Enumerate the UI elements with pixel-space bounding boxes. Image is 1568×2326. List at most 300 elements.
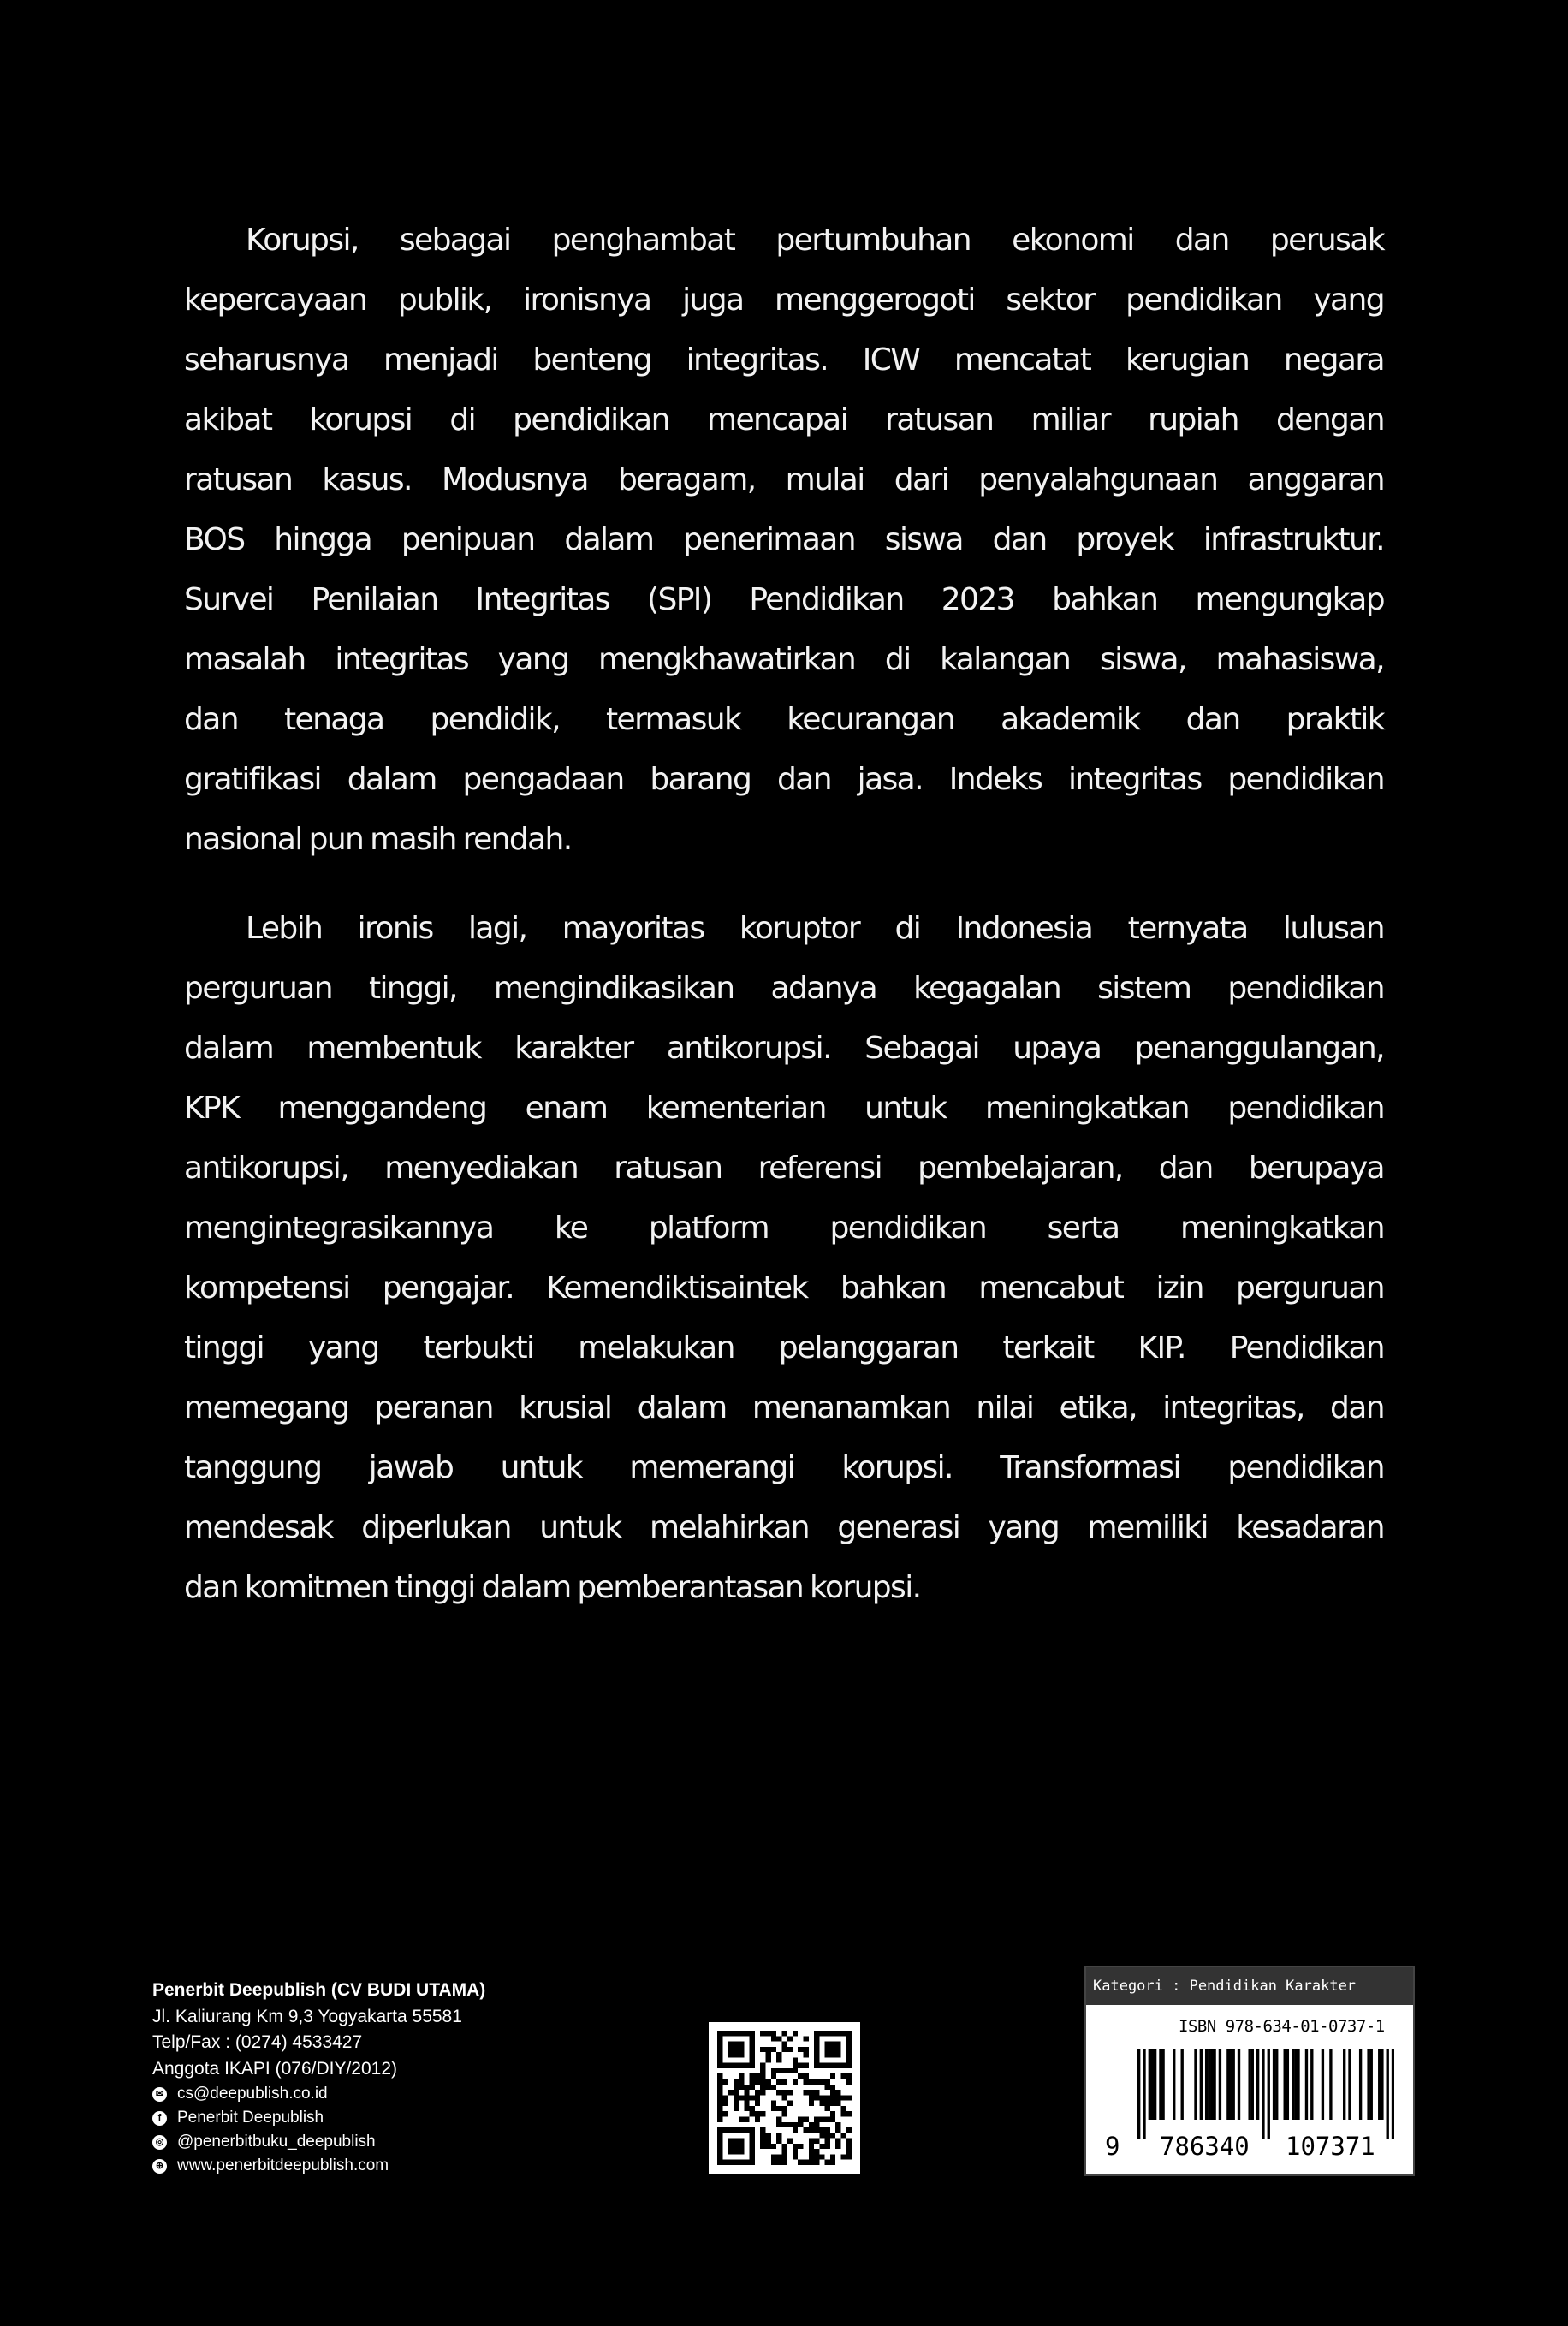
text-line: KPK menggandeng enam kementerian untuk meningkatkan pendidikan	[184, 1091, 1384, 1126]
barcode-bar	[1143, 2049, 1145, 2139]
qr-module	[781, 2090, 787, 2095]
qr-module	[766, 2079, 771, 2085]
qr-module	[722, 2031, 728, 2036]
text-line: dan komitmen tinggi dalam pemberantasan korupsi.	[184, 1570, 921, 1605]
qr-module	[717, 2090, 722, 2095]
qr-module	[825, 2106, 830, 2111]
qr-module	[793, 2154, 798, 2159]
barcode-bar	[1329, 2049, 1332, 2120]
qr-module	[798, 2160, 803, 2165]
qr-module	[717, 2047, 722, 2052]
publisher-name: Penerbit Deepublish (CV BUDI UTAMA)	[152, 1980, 486, 2000]
contact-item[interactable]	[152, 2082, 485, 2106]
barcode-bar	[1268, 2049, 1270, 2139]
back-cover-blurb	[184, 211, 1384, 1647]
qr-module	[722, 2063, 728, 2068]
qr-module	[781, 2122, 787, 2127]
qr-module	[728, 2090, 734, 2095]
qr-module	[766, 2047, 771, 2052]
qr-module	[739, 2042, 744, 2047]
qr-module	[739, 2116, 744, 2121]
qr-module	[840, 2095, 846, 2100]
qr-module	[846, 2154, 852, 2159]
qr-module	[734, 2095, 739, 2100]
qr-module	[717, 2057, 722, 2062]
text-line: nasional pun masih rendah.	[184, 822, 572, 857]
qr-module	[750, 2031, 755, 2036]
qr-module	[750, 2149, 755, 2154]
qr-module	[793, 2063, 798, 2068]
qr-module	[750, 2144, 755, 2149]
qr-module	[717, 2133, 722, 2138]
qr-module	[819, 2133, 824, 2138]
qr-module	[835, 2127, 840, 2133]
qr-module	[793, 2149, 798, 2154]
qr-module	[739, 2095, 744, 2100]
qr-module	[809, 2139, 814, 2144]
qr-module	[734, 2101, 739, 2106]
contact-item[interactable]	[152, 2130, 485, 2154]
qr-module	[787, 2139, 793, 2144]
qr-module	[717, 2144, 722, 2149]
qr-module	[744, 2127, 749, 2133]
qr-module	[781, 2031, 787, 2036]
qr-module	[771, 2160, 776, 2165]
qr-module	[750, 2095, 755, 2100]
contact-item[interactable]	[152, 2106, 485, 2130]
barcode-bar	[1173, 2049, 1175, 2120]
text-line: dalam membentuk karakter antikorupsi. Sebagai upaya penanggulangan,	[184, 1031, 1384, 1066]
qr-module	[755, 2090, 760, 2095]
qr-code-pattern	[717, 2031, 852, 2165]
contact-item[interactable]	[152, 2154, 485, 2178]
barcode-bar	[1294, 2049, 1297, 2120]
qr-module	[825, 2042, 830, 2047]
qr-module	[744, 2106, 749, 2111]
qr-module	[717, 2101, 722, 2106]
qr-module	[819, 2127, 824, 2133]
qr-module	[734, 2031, 739, 2036]
qr-module	[835, 2095, 840, 2100]
barcode-bar	[1229, 2049, 1232, 2120]
qr-module	[830, 2090, 835, 2095]
qr-module	[798, 2073, 803, 2079]
qr-module	[744, 2095, 749, 2100]
qr-module	[809, 2149, 814, 2154]
qr-module	[846, 2047, 852, 2052]
qr-module	[734, 2090, 739, 2095]
qr-module	[750, 2079, 755, 2085]
qr-module	[825, 2144, 830, 2149]
qr-module	[787, 2090, 793, 2095]
qr-module	[744, 2160, 749, 2165]
qr-module	[728, 2160, 734, 2165]
qr-module	[734, 2063, 739, 2068]
qr-module	[717, 2149, 722, 2154]
qr-module	[803, 2116, 808, 2121]
qr-module	[825, 2063, 830, 2068]
qr-module	[787, 2047, 793, 2052]
barcode-bar	[1219, 2049, 1221, 2120]
qr-module	[809, 2127, 814, 2133]
qr-module	[755, 2111, 760, 2116]
qr-module	[809, 2101, 814, 2106]
qr-module	[825, 2052, 830, 2057]
publisher-membership: Anggota IKAPI (076/DIY/2012)	[152, 2058, 398, 2079]
qr-module	[734, 2052, 739, 2057]
qr-module	[781, 2047, 787, 2052]
qr-module	[717, 2031, 722, 2036]
qr-module	[781, 2154, 787, 2159]
qr-module	[776, 2090, 781, 2095]
qr-module	[722, 2095, 728, 2100]
text-line: tanggung jawab untuk memerangi korupsi. Transformasi pendidikan	[184, 1450, 1384, 1485]
globe-icon: ⊕	[152, 2159, 167, 2174]
text-line: kepercayaan publik, ironisnya juga menggerogoti sektor pendidikan yang	[184, 283, 1384, 318]
text-line: masalah integritas yang mengkhawatirkan di kalangan siswa, mahasiswa,	[184, 642, 1384, 677]
qr-module	[734, 2042, 739, 2047]
qr-module	[755, 2079, 760, 2085]
barcode-bar	[1137, 2049, 1140, 2139]
barcode-bar	[1161, 2049, 1164, 2120]
qr-module	[835, 2047, 840, 2052]
text-line: Korupsi, sebagai penghambat pertumbuhan ekonomi dan perusak	[246, 223, 1384, 258]
text-line: ratusan kasus. Modusnya beragam, mulai dari penyalahgunaan anggaran	[184, 462, 1384, 497]
qr-module	[830, 2111, 835, 2116]
barcode-bar	[1392, 2049, 1394, 2139]
qr-module	[776, 2052, 781, 2057]
qr-module	[760, 2090, 765, 2095]
qr-module	[793, 2122, 798, 2127]
qr-module	[766, 2052, 771, 2057]
qr-module	[771, 2036, 776, 2041]
barcode-bar	[1286, 2049, 1289, 2120]
isbn-number: ISBN 978-634-01-0737-1	[1179, 2017, 1385, 2036]
barcode-bar	[1275, 2049, 1278, 2120]
barcode-bar	[1310, 2049, 1313, 2120]
qr-module	[717, 2116, 722, 2121]
qr-module	[835, 2101, 840, 2106]
barcode-bar	[1181, 2049, 1184, 2120]
qr-module	[776, 2116, 781, 2121]
text-line: gratifikasi dalam pengadaan barang dan jasa. Indeks integritas pendidikan	[184, 762, 1384, 797]
qr-module	[734, 2144, 739, 2149]
qr-module	[750, 2133, 755, 2138]
qr-module	[781, 2079, 787, 2085]
qr-module	[771, 2047, 776, 2052]
text-line: BOS hingga penipuan dalam penerimaan siswa dan proyek infrastruktur.	[184, 522, 1384, 557]
qr-module	[781, 2149, 787, 2154]
qr-module	[819, 2031, 824, 2036]
qr-module	[814, 2036, 819, 2041]
qr-module	[830, 2116, 835, 2121]
barcode-bar	[1284, 2049, 1286, 2120]
qr-module	[830, 2160, 835, 2165]
barcode-bar	[1159, 2049, 1161, 2120]
qr-module	[722, 2160, 728, 2165]
qr-module	[819, 2095, 824, 2100]
qr-module	[814, 2149, 819, 2154]
qr-module	[781, 2144, 787, 2149]
qr-module	[750, 2052, 755, 2057]
qr-module	[846, 2052, 852, 2057]
qr-module	[728, 2052, 734, 2057]
barcode-bar	[1292, 2049, 1294, 2120]
barcode-bar	[1370, 2049, 1373, 2120]
qr-module	[814, 2047, 819, 2052]
publisher-address: Jl. Kaliurang Km 9,3 Yogyakarta 55581	[152, 2006, 462, 2026]
qr-module	[825, 2127, 830, 2133]
qr-module	[787, 2122, 793, 2127]
qr-module	[734, 2079, 739, 2085]
barcode-bar	[1238, 2049, 1240, 2120]
qr-module	[781, 2106, 787, 2111]
text-line: Lebih ironis lagi, mayoritas koruptor di Indonesia ternyata lulusan	[246, 911, 1384, 946]
qr-module	[755, 2073, 760, 2079]
qr-module	[814, 2090, 819, 2095]
qr-module	[717, 2106, 722, 2111]
qr-module	[728, 2063, 734, 2068]
qr-module	[835, 2139, 840, 2144]
qr-module	[771, 2101, 776, 2106]
qr-module	[825, 2160, 830, 2165]
barcode-bar	[1381, 2049, 1383, 2120]
qr-module	[750, 2036, 755, 2041]
qr-module	[734, 2106, 739, 2111]
qr-module	[846, 2042, 852, 2047]
qr-module	[728, 2031, 734, 2036]
qr-module	[798, 2063, 803, 2068]
barcode-bar	[1305, 2049, 1308, 2120]
qr-module	[814, 2057, 819, 2062]
contact-text: @penerbitbuku_deepublish	[177, 2132, 376, 2151]
qr-module	[798, 2116, 803, 2121]
barcode-digits-right: 107371	[1286, 2132, 1375, 2161]
publisher-info	[152, 1978, 485, 2178]
qr-module	[739, 2127, 744, 2133]
qr-module	[728, 2042, 734, 2047]
qr-module	[825, 2116, 830, 2121]
instagram-icon: ◎	[152, 2135, 167, 2150]
qr-module	[717, 2111, 722, 2116]
barcode-bar	[1387, 2049, 1389, 2139]
qr-module	[717, 2079, 722, 2085]
qr-module	[787, 2101, 793, 2106]
barcode-bar	[1210, 2049, 1213, 2120]
paragraph	[184, 211, 1384, 870]
qr-module	[819, 2116, 824, 2121]
qr-module	[840, 2073, 846, 2079]
qr-module	[750, 2057, 755, 2062]
publisher-contacts	[152, 2082, 485, 2178]
qr-module	[825, 2085, 830, 2090]
qr-module	[728, 2047, 734, 2052]
qr-module	[835, 2052, 840, 2057]
qr-code[interactable]	[709, 2022, 860, 2174]
qr-module	[787, 2036, 793, 2041]
qr-module	[825, 2095, 830, 2100]
text-line: kompetensi pengajar. Kemendiktisaintek bahkan mencabut izin perguruan	[184, 1270, 1384, 1306]
qr-module	[766, 2085, 771, 2090]
qr-module	[819, 2154, 824, 2159]
qr-module	[825, 2133, 830, 2138]
qr-module	[766, 2144, 771, 2149]
qr-module	[722, 2079, 728, 2085]
qr-module	[840, 2106, 846, 2111]
barcode-bar	[1343, 2049, 1345, 2120]
qr-module	[739, 2139, 744, 2144]
qr-module	[766, 2031, 771, 2036]
qr-module	[814, 2122, 819, 2127]
qr-module	[846, 2079, 852, 2085]
category-label: Kategori : Pendidikan Karakter	[1086, 1967, 1413, 2005]
barcode-bar	[1149, 2049, 1151, 2120]
barcode-bar	[1232, 2049, 1235, 2120]
qr-module	[776, 2036, 781, 2041]
qr-module	[809, 2095, 814, 2100]
qr-module	[793, 2031, 798, 2036]
barcode-bar	[1359, 2049, 1362, 2120]
text-line: perguruan tinggi, mengindikasikan adanya kegagalan sistem pendidikan	[184, 971, 1384, 1006]
qr-module	[717, 2042, 722, 2047]
qr-module	[814, 2160, 819, 2165]
qr-module	[809, 2090, 814, 2095]
qr-module	[846, 2111, 852, 2116]
qr-module	[776, 2068, 781, 2073]
qr-module	[793, 2127, 798, 2133]
qr-module	[809, 2079, 814, 2085]
qr-module	[776, 2139, 781, 2144]
barcode-bar	[1248, 2049, 1250, 2120]
qr-module	[717, 2095, 722, 2100]
qr-module	[739, 2047, 744, 2052]
qr-module	[717, 2154, 722, 2159]
barcode-bar	[1200, 2049, 1203, 2120]
qr-module	[814, 2139, 819, 2144]
qr-module	[744, 2031, 749, 2036]
qr-module	[771, 2106, 776, 2111]
qr-module	[830, 2047, 835, 2052]
qr-module	[846, 2031, 852, 2036]
qr-module	[781, 2111, 787, 2116]
qr-module	[755, 2101, 760, 2106]
facebook-icon: f	[152, 2111, 167, 2126]
qr-module	[776, 2057, 781, 2062]
qr-module	[766, 2133, 771, 2138]
barcode-bar	[1367, 2049, 1369, 2120]
qr-module	[755, 2095, 760, 2100]
qr-module	[840, 2154, 846, 2159]
qr-module	[728, 2139, 734, 2144]
qr-module	[825, 2139, 830, 2144]
text-line: seharusnya menjadi benteng integritas. ICW mencatat kerugian negara	[184, 342, 1384, 378]
qr-module	[819, 2144, 824, 2149]
text-line: antikorupsi, menyediakan ratusan referensi pembelajaran, dan berupaya	[184, 1151, 1384, 1186]
qr-module	[760, 2047, 765, 2052]
qr-module	[814, 2095, 819, 2100]
qr-module	[830, 2095, 835, 2100]
qr-module	[771, 2073, 776, 2079]
qr-module	[793, 2144, 798, 2149]
qr-module	[846, 2063, 852, 2068]
qr-module	[835, 2122, 840, 2127]
qr-module	[722, 2101, 728, 2106]
qr-module	[739, 2052, 744, 2057]
barcode-bar	[1256, 2049, 1259, 2120]
qr-module	[776, 2079, 781, 2085]
qr-module	[846, 2073, 852, 2079]
qr-module	[781, 2068, 787, 2073]
text-line: memegang peranan krusial dalam menanamkan nilai etika, integritas, dan	[184, 1390, 1384, 1425]
qr-module	[781, 2095, 787, 2100]
qr-module	[739, 2085, 744, 2090]
qr-module	[750, 2073, 755, 2079]
contact-text: Penerbit Deepublish	[177, 2108, 324, 2127]
qr-module	[760, 2111, 765, 2116]
qr-module	[787, 2068, 793, 2073]
qr-module	[846, 2144, 852, 2149]
qr-module	[717, 2085, 722, 2090]
qr-module	[814, 2154, 819, 2159]
qr-module	[814, 2042, 819, 2047]
qr-module	[717, 2063, 722, 2068]
barcode-bar	[1194, 2049, 1197, 2120]
qr-module	[760, 2133, 765, 2138]
qr-module	[734, 2139, 739, 2144]
qr-module	[766, 2057, 771, 2062]
qr-module	[760, 2127, 765, 2133]
qr-module	[728, 2144, 734, 2149]
qr-module	[803, 2036, 808, 2041]
qr-module	[781, 2042, 787, 2047]
qr-module	[771, 2031, 776, 2036]
qr-module	[803, 2052, 808, 2057]
barcode	[1137, 2049, 1394, 2139]
qr-module	[750, 2160, 755, 2165]
qr-module	[717, 2036, 722, 2041]
qr-module	[760, 2079, 765, 2085]
qr-module	[846, 2095, 852, 2100]
qr-module	[717, 2139, 722, 2144]
barcode-bar	[1226, 2049, 1229, 2120]
qr-module	[819, 2079, 824, 2085]
qr-module	[722, 2127, 728, 2133]
barcode-bar	[1262, 2049, 1264, 2139]
qr-module	[771, 2154, 776, 2159]
qr-module	[776, 2154, 781, 2159]
email-icon: ✉	[152, 2087, 167, 2102]
qr-module	[750, 2111, 755, 2116]
qr-module	[809, 2160, 814, 2165]
qr-module	[744, 2101, 749, 2106]
qr-module	[734, 2160, 739, 2165]
barcode-bar	[1348, 2049, 1351, 2120]
qr-module	[835, 2031, 840, 2036]
qr-module	[835, 2063, 840, 2068]
qr-module	[809, 2144, 814, 2149]
qr-module	[846, 2057, 852, 2062]
qr-module	[734, 2047, 739, 2052]
barcode-bar	[1378, 2049, 1381, 2120]
qr-module	[750, 2063, 755, 2068]
qr-module	[846, 2036, 852, 2041]
qr-module	[734, 2127, 739, 2133]
qr-module	[781, 2160, 787, 2165]
qr-module	[776, 2160, 781, 2165]
qr-module	[803, 2063, 808, 2068]
qr-module	[798, 2144, 803, 2149]
qr-module	[814, 2116, 819, 2121]
